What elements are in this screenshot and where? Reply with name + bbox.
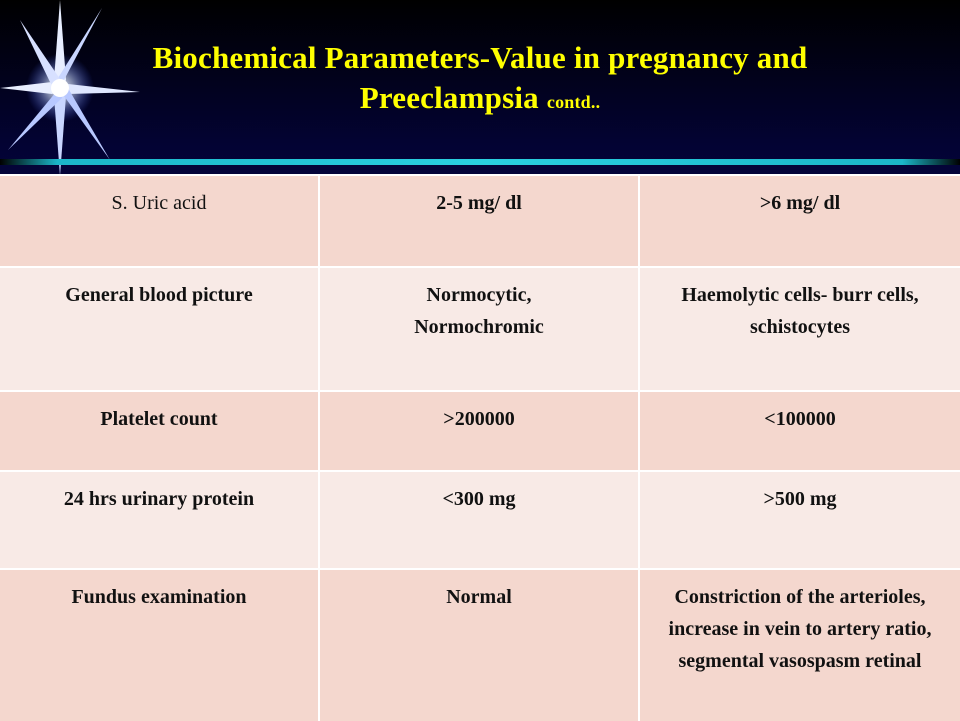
preeclampsia-value-cell: >6 mg/ dl — [639, 175, 960, 267]
pregnancy-value-cell: >200000 — [319, 391, 639, 471]
title-divider — [0, 159, 960, 165]
parameter-cell: 24 hrs urinary protein — [0, 471, 319, 569]
parameter-cell: S. Uric acid — [0, 175, 319, 267]
preeclampsia-value-cell: Constriction of the arterioles, increase in vein to artery ratio, segmental vasospasm retinal — [639, 569, 960, 721]
title-line-1: Biochemical Parameters-Value in pregnancy and — [152, 40, 808, 75]
table-row — [0, 569, 960, 721]
table-row — [0, 267, 960, 391]
pregnancy-value-cell: Normal — [319, 569, 639, 721]
table-row — [0, 391, 960, 471]
preeclampsia-value-cell: <100000 — [639, 391, 960, 471]
parameter-cell: General blood picture — [0, 267, 319, 391]
table-row — [0, 175, 960, 267]
parameters-table — [0, 174, 960, 721]
pregnancy-value-cell: <300 mg — [319, 471, 639, 569]
preeclampsia-value-cell: >500 mg — [639, 471, 960, 569]
table-row — [0, 471, 960, 569]
pregnancy-value-cell: 2-5 mg/ dl — [319, 175, 639, 267]
slide-title — [70, 38, 890, 122]
title-main-word: Preeclampsia — [359, 80, 539, 115]
preeclampsia-value-cell: Haemolytic cells- burr cells, schistocytes — [639, 267, 960, 391]
title-line-2 — [70, 78, 890, 122]
pregnancy-value-cell: Normocytic, Normochromic — [319, 267, 639, 391]
title-suffix: contd.. — [546, 92, 601, 112]
parameter-cell: Platelet count — [0, 391, 319, 471]
parameter-cell: Fundus examination — [0, 569, 319, 721]
